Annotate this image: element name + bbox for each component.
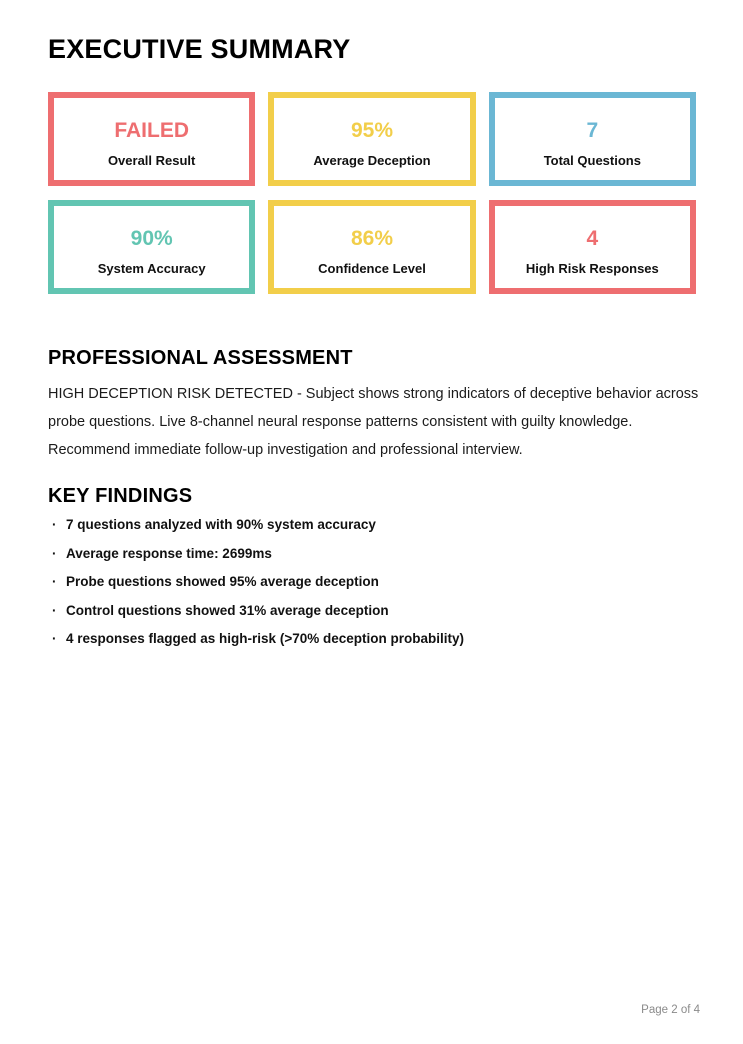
page-title: EXECUTIVE SUMMARY [48, 34, 351, 65]
overall-result-value: FAILED [114, 118, 189, 142]
metric-card-total-questions [489, 92, 696, 186]
finding-text: 4 responses flagged as high-risk (>70% deception probability) [66, 631, 464, 646]
metric-card-grid [48, 92, 696, 294]
high-risk-responses-label: High Risk Responses [525, 260, 659, 276]
bullet-icon: · [52, 517, 57, 532]
metric-card-overall-result [48, 92, 255, 186]
system-accuracy-label: System Accuracy [97, 260, 206, 276]
finding-text: Control questions showed 31% average deception [66, 602, 389, 618]
finding-item [48, 575, 688, 589]
confidence-level-label: Confidence Level [318, 260, 426, 276]
confidence-level-value: 86% [350, 226, 393, 250]
finding-item [48, 547, 688, 561]
metric-card-system-accuracy [48, 200, 255, 294]
finding-item [48, 518, 688, 532]
metric-card-confidence-level [268, 200, 475, 294]
finding-item [48, 632, 688, 646]
key-findings-heading: KEY FINDINGS [48, 485, 193, 507]
bullet-icon: · [52, 545, 57, 561]
finding-text: Probe questions showed 95% average deception [66, 574, 379, 589]
high-risk-responses-value: 4 [586, 226, 599, 250]
assessment-paragraph: HIGH DECEPTION RISK DETECTED - Subject shows strong indicators of deceptive behavior across probe questions. Live 8-channel neural response patterns consistent with guilty knowledge. Recommend immediate follow-up investigation and professional interview. [48, 386, 699, 458]
system-accuracy-value: 90% [130, 226, 173, 250]
total-questions-value: 7 [586, 118, 599, 142]
metric-card-high-risk-responses [489, 200, 696, 294]
bullet-icon: · [52, 574, 57, 589]
bullet-icon: · [52, 602, 57, 618]
finding-text: Average response time: 2699ms [66, 545, 272, 561]
overall-result-label: Overall Result [107, 152, 196, 168]
average-deception-label: Average Deception [313, 152, 431, 168]
finding-item [48, 604, 688, 618]
metric-card-average-deception [268, 92, 475, 186]
average-deception-value: 95% [350, 118, 393, 142]
key-findings-list [48, 518, 688, 661]
finding-text: 7 questions analyzed with 90% system accuracy [66, 517, 376, 532]
page-number: Page 2 of 4 [641, 1004, 700, 1016]
assessment-heading: PROFESSIONAL ASSESSMENT [48, 347, 353, 369]
total-questions-label: Total Questions [543, 152, 641, 168]
bullet-icon: · [52, 631, 57, 646]
